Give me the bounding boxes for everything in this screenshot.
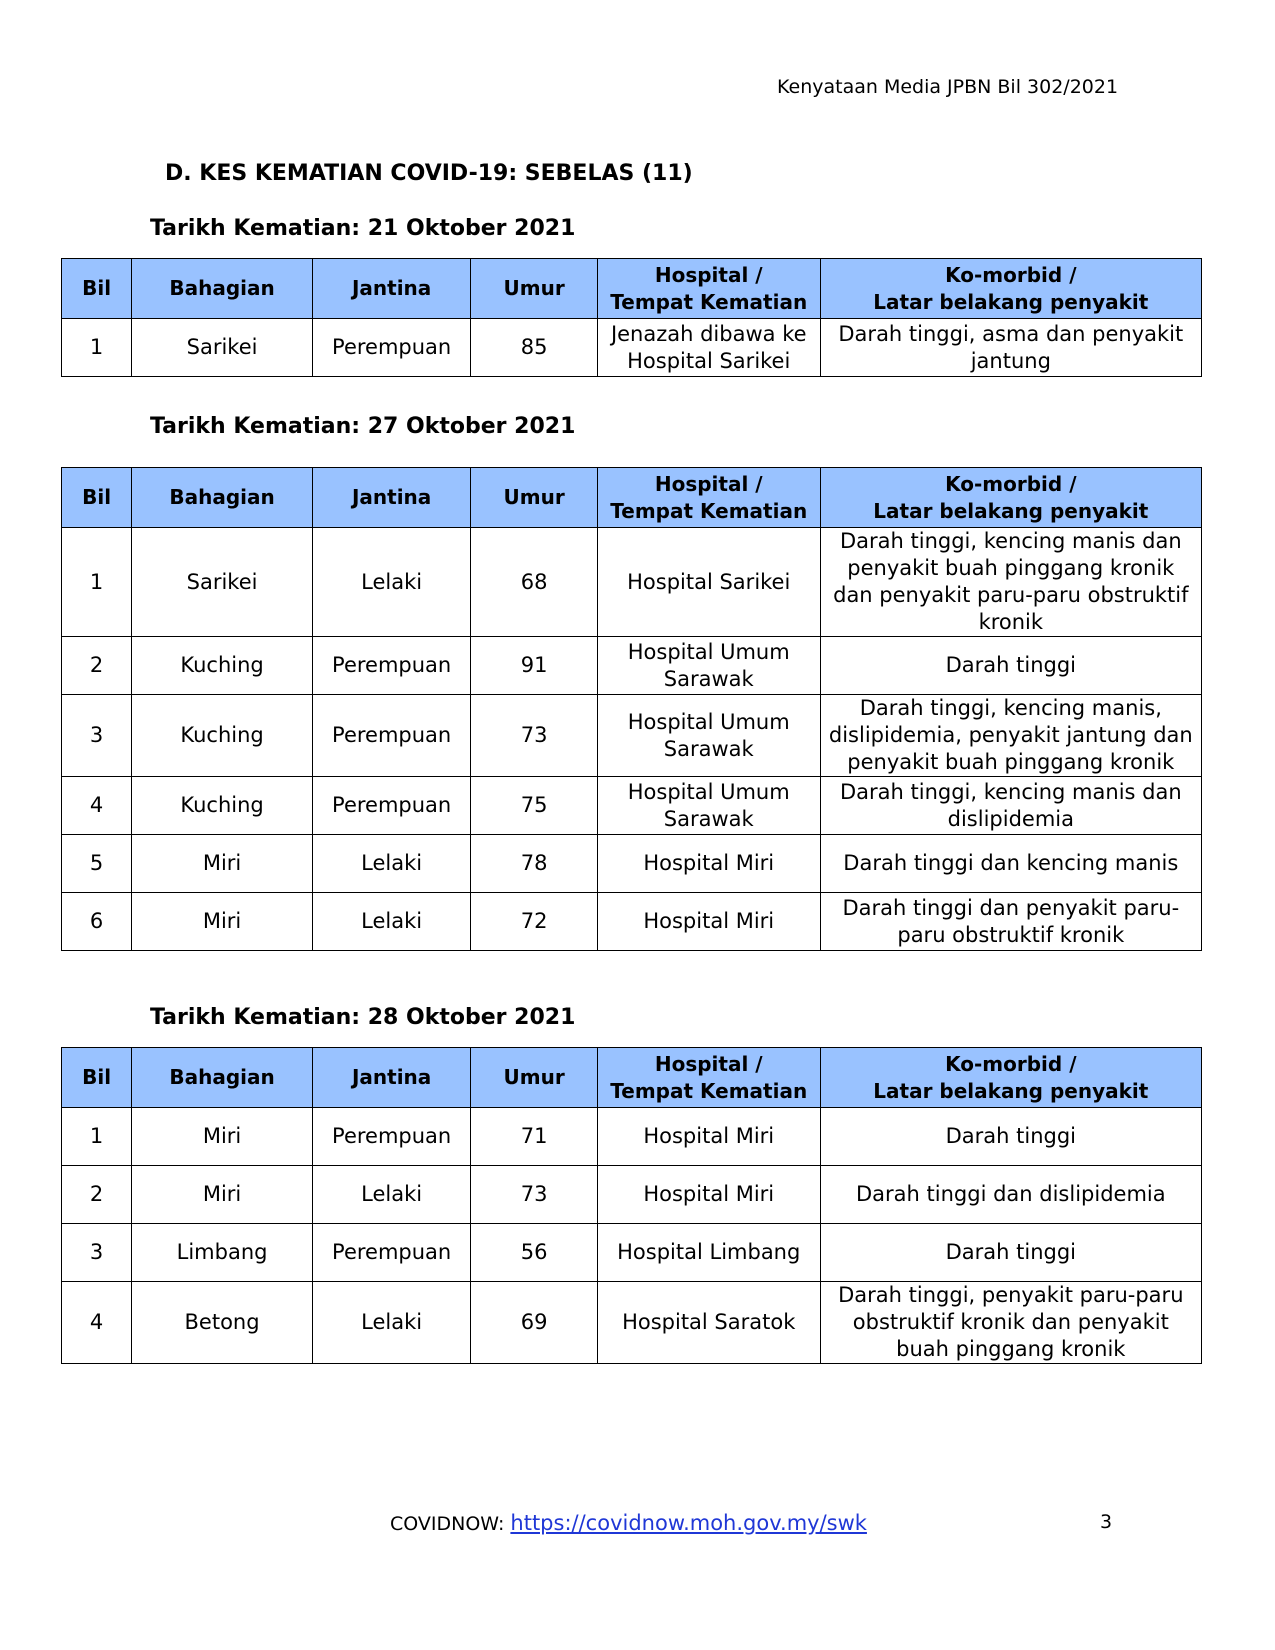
document-reference: Kenyataan Media JPBN Bil 302/2021 [777,76,1119,98]
cell-komorbid: Darah tinggi, kencing manis dan penyakit buah pinggang kronik dan penyakit paru-paru obstruktif kronik [820,528,1201,637]
table-row [62,319,1202,377]
deaths-table-28-oct [61,1047,1202,1364]
cell-hospital: Hospital Umum Sarawak [597,695,820,777]
cell-umur: 78 [471,835,597,893]
table-row [62,637,1202,695]
cell-bahagian: Limbang [132,1224,313,1282]
column-header-bil: Bil [62,259,132,319]
cell-komorbid: Darah tinggi [820,1108,1201,1166]
column-header-komorbid [820,1048,1201,1108]
cell-jantina: Perempuan [312,319,471,377]
column-header-jantina: Jantina [312,1048,471,1108]
cell-umur: 91 [471,637,597,695]
column-header-bil: Bil [62,468,132,528]
cell-komorbid: Darah tinggi dan dislipidemia [820,1166,1201,1224]
cell-jantina: Lelaki [312,528,471,637]
cell-jantina: Lelaki [312,1166,471,1224]
column-header-hospital [597,468,820,528]
cell-bil: 5 [62,835,132,893]
cell-bil: 1 [62,528,132,637]
column-header-umur: Umur [471,1048,597,1108]
column-header-bahagian: Bahagian [132,468,313,528]
cell-bahagian: Kuching [132,695,313,777]
column-header-bahagian: Bahagian [132,1048,313,1108]
table-row [62,695,1202,777]
cell-hospital: Hospital Miri [597,893,820,951]
column-header-jantina: Jantina [312,259,471,319]
cell-hospital: Hospital Miri [597,835,820,893]
column-header-hospital-text: Hospital / Tempat Kematian [610,262,808,314]
cell-umur: 72 [471,893,597,951]
table-row [62,1282,1202,1364]
cell-bahagian: Kuching [132,637,313,695]
table-header-row [62,468,1202,528]
cell-komorbid: Darah tinggi [820,1224,1201,1282]
column-header-hospital [597,259,820,319]
cell-bil: 1 [62,1108,132,1166]
table-header-row [62,259,1202,319]
cell-umur: 68 [471,528,597,637]
cell-umur: 73 [471,1166,597,1224]
cell-bil: 4 [62,777,132,835]
cell-bil: 2 [62,1166,132,1224]
cell-bahagian: Miri [132,1166,313,1224]
date-title-27-oct: Tarikh Kematian: 27 Oktober 2021 [150,414,576,439]
date-title-21-oct: Tarikh Kematian: 21 Oktober 2021 [150,216,576,241]
cell-umur: 85 [471,319,597,377]
cell-umur: 73 [471,695,597,777]
cell-bahagian: Kuching [132,777,313,835]
column-header-bahagian: Bahagian [132,259,313,319]
deaths-table-27-oct [61,467,1202,951]
column-header-komorbid-text: Ko-morbid / Latar belakang penyakit [873,262,1149,314]
cell-umur: 56 [471,1224,597,1282]
cell-bahagian: Miri [132,1108,313,1166]
cell-hospital: Hospital Umum Sarawak [597,777,820,835]
column-header-hospital-text: Hospital / Tempat Kematian [610,1051,808,1103]
cell-komorbid: Darah tinggi [820,637,1201,695]
footer-prefix: COVIDNOW: [390,1513,511,1535]
section-title: D. KES KEMATIAN COVID-19: SEBELAS (11) [165,161,693,186]
deaths-table-21-oct [61,258,1202,377]
table-row [62,777,1202,835]
page-number: 3 [1100,1511,1113,1533]
cell-bil: 2 [62,637,132,695]
cell-bahagian: Miri [132,893,313,951]
cell-hospital: Hospital Limbang [597,1224,820,1282]
cell-jantina: Perempuan [312,695,471,777]
cell-jantina: Perempuan [312,1108,471,1166]
column-header-komorbid [820,468,1201,528]
cell-bil: 6 [62,893,132,951]
cell-jantina: Perempuan [312,777,471,835]
table-row [62,835,1202,893]
footer [390,1511,867,1535]
cell-hospital: Hospital Miri [597,1108,820,1166]
cell-hospital: Hospital Umum Sarawak [597,637,820,695]
cell-komorbid: Darah tinggi dan penyakit paru-paru obstruktif kronik [820,893,1201,951]
cell-jantina: Lelaki [312,893,471,951]
column-header-komorbid [820,259,1201,319]
column-header-komorbid-text: Ko-morbid / Latar belakang penyakit [873,471,1149,523]
cell-hospital: Hospital Miri [597,1166,820,1224]
covidnow-link[interactable]: https://covidnow.moh.gov.my/swk [510,1511,867,1535]
cell-hospital: Hospital Sarikei [597,528,820,637]
cell-jantina: Perempuan [312,1224,471,1282]
column-header-umur: Umur [471,259,597,319]
table-row [62,1166,1202,1224]
cell-hospital: Hospital Saratok [597,1282,820,1364]
table-row [62,1108,1202,1166]
column-header-komorbid-text: Ko-morbid / Latar belakang penyakit [873,1051,1149,1103]
table-header-row [62,1048,1202,1108]
date-title-28-oct: Tarikh Kematian: 28 Oktober 2021 [150,1005,576,1030]
cell-komorbid: Darah tinggi, kencing manis, dislipidemia, penyakit jantung dan penyakit buah pinggang kronik [820,695,1201,777]
cell-bahagian: Miri [132,835,313,893]
cell-komorbid: Darah tinggi, penyakit paru-paru obstruktif kronik dan penyakit buah pinggang kronik [820,1282,1201,1364]
cell-bahagian: Betong [132,1282,313,1364]
column-header-hospital [597,1048,820,1108]
cell-bil: 3 [62,1224,132,1282]
table-row [62,528,1202,637]
table-row [62,893,1202,951]
cell-bil: 3 [62,695,132,777]
cell-umur: 69 [471,1282,597,1364]
cell-umur: 71 [471,1108,597,1166]
cell-hospital: Jenazah dibawa ke Hospital Sarikei [597,319,820,377]
column-header-hospital-text: Hospital / Tempat Kematian [610,471,808,523]
cell-bahagian: Sarikei [132,528,313,637]
cell-bahagian: Sarikei [132,319,313,377]
cell-bil: 4 [62,1282,132,1364]
cell-jantina: Lelaki [312,835,471,893]
cell-komorbid: Darah tinggi, kencing manis dan dislipidemia [820,777,1201,835]
column-header-bil: Bil [62,1048,132,1108]
cell-jantina: Perempuan [312,637,471,695]
cell-jantina: Lelaki [312,1282,471,1364]
cell-komorbid: Darah tinggi, asma dan penyakit jantung [820,319,1201,377]
table-row [62,1224,1202,1282]
column-header-jantina: Jantina [312,468,471,528]
cell-komorbid: Darah tinggi dan kencing manis [820,835,1201,893]
column-header-umur: Umur [471,468,597,528]
cell-bil: 1 [62,319,132,377]
cell-umur: 75 [471,777,597,835]
